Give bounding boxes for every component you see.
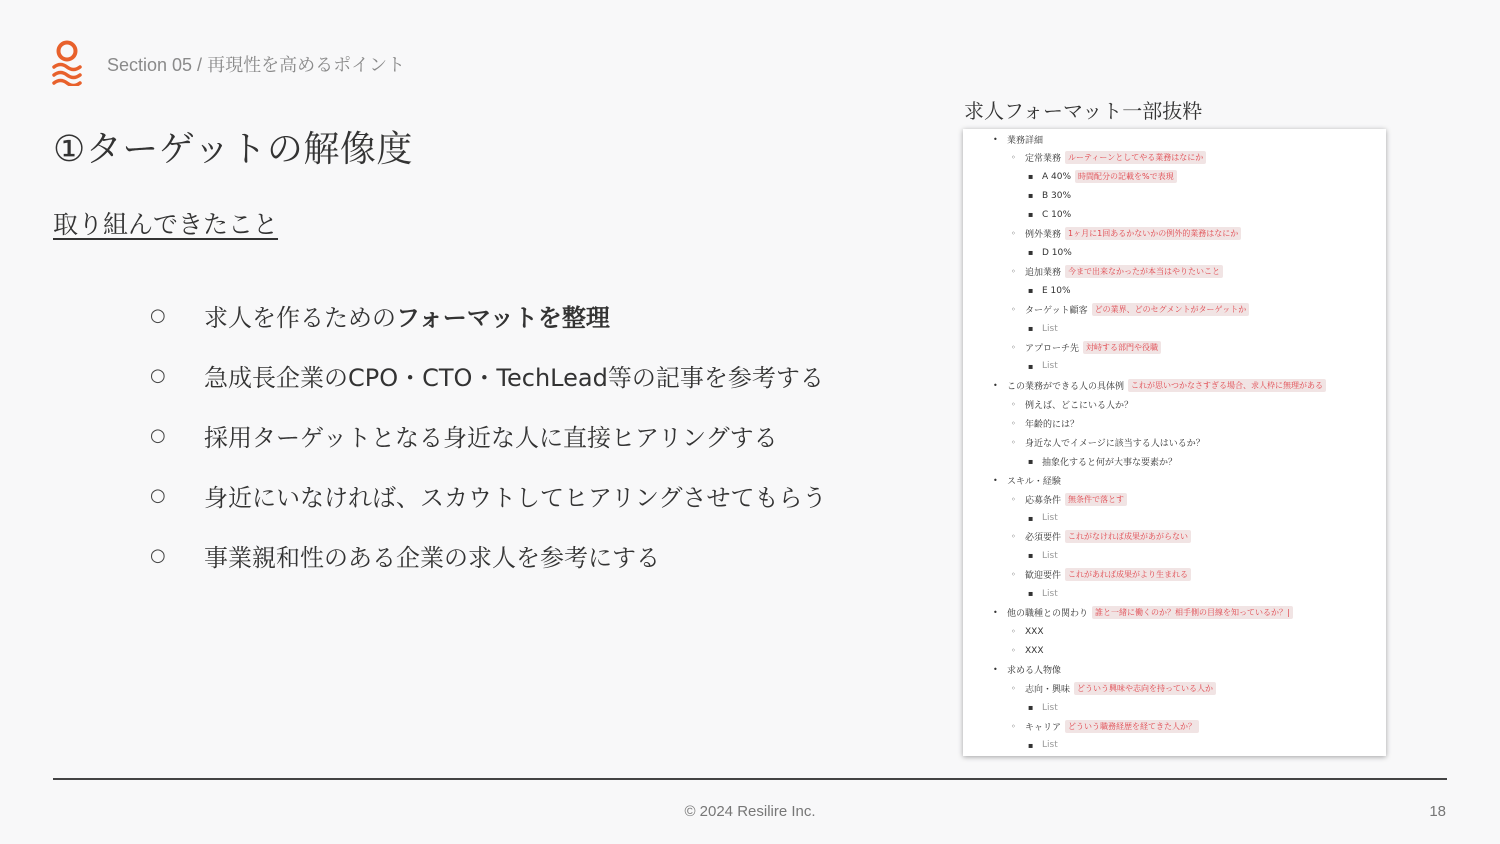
excerpt-text: List — [1042, 361, 1058, 372]
excerpt-line — [1011, 434, 1205, 450]
excerpt-text: 歓迎要件 — [1025, 571, 1062, 582]
excerpt-bullet: • — [993, 134, 998, 144]
excerpt-text: ターゲット顧客 — [1025, 306, 1088, 317]
excerpt-line — [1011, 624, 1044, 640]
excerpt-text: 身近な人でイメージに該当する人はいるか？ — [1025, 438, 1205, 449]
excerpt-bullet: ▪ — [1028, 361, 1034, 371]
excerpt-text: スキル・経験 — [1007, 476, 1061, 487]
excerpt-line — [1028, 510, 1058, 526]
footer-divider — [53, 778, 1447, 780]
excerpt-line — [1028, 548, 1058, 564]
excerpt-line — [1011, 264, 1223, 280]
excerpt-bullet: ▪ — [1028, 248, 1034, 258]
bullet-marker: ○ — [150, 364, 166, 386]
excerpt-line — [1011, 529, 1191, 545]
excerpt-bullet: ◦ — [1011, 229, 1016, 239]
excerpt-text: XXX — [1025, 626, 1044, 637]
excerpt-bullet: • — [993, 475, 998, 485]
bullet-marker: ○ — [150, 304, 166, 326]
excerpt-line — [1011, 396, 1133, 412]
excerpt-bullet: ▪ — [1028, 456, 1034, 466]
excerpt-line — [993, 131, 1043, 147]
excerpt-bullet: ▪ — [1028, 740, 1034, 750]
excerpt-bullet: ◦ — [1011, 684, 1016, 694]
excerpt-line — [1028, 207, 1071, 223]
excerpt-line — [1028, 358, 1058, 374]
excerpt-text: キャリア — [1025, 722, 1062, 733]
bullet-marker: ○ — [150, 544, 166, 566]
excerpt-highlight-note: これが思いつかなさすぎる場合、求人枠に無理がある — [1128, 379, 1326, 392]
excerpt-highlight-note: 今まで出来なかったが本当はやりたいこと — [1065, 265, 1223, 278]
bullet-text: 採用ターゲットとなる身近な人に直接ヒアリングする — [204, 423, 778, 452]
excerpt-text: E 10% — [1042, 285, 1071, 296]
excerpt-bullet: ▪ — [1028, 286, 1034, 296]
excerpt-text: 業務詳細 — [1007, 135, 1044, 146]
excerpt-text: 定常業務 — [1025, 154, 1062, 165]
excerpt-line — [1028, 188, 1071, 204]
excerpt-text: D 10% — [1042, 247, 1072, 258]
list-item — [150, 525, 827, 585]
excerpt-line — [1011, 718, 1199, 734]
list-item — [150, 285, 827, 345]
bullet-text: 身近にいなければ、スカウトしてヒアリングさせてもらう — [204, 483, 827, 512]
excerpt-bullet: ▪ — [1028, 513, 1034, 523]
excerpt-bullet: ▪ — [1028, 703, 1034, 712]
excerpt-line — [993, 662, 1061, 678]
copyright: © 2024 Resilire Inc. — [684, 803, 816, 820]
bullet-text: 急成長企業のCPO・CTO・TechLead等の記事を参考する — [204, 363, 824, 392]
bullet-marker: ○ — [150, 424, 166, 446]
excerpt-bullet: ◦ — [1011, 267, 1016, 277]
excerpt-text: 例外業務 — [1025, 230, 1062, 241]
excerpt-line — [1028, 453, 1177, 469]
excerpt-bullet: • — [993, 608, 998, 618]
excerpt-bullet: ▪ — [1028, 551, 1034, 561]
excerpt-highlight-note: どういう職務経歴を経てきた人か？ — [1065, 720, 1199, 733]
excerpt-highlight-note: これがなければ成果があがらない — [1065, 530, 1191, 543]
excerpt-bullet: ◦ — [1011, 532, 1016, 542]
excerpt-text: 応募条件 — [1025, 495, 1062, 506]
excerpt-line — [993, 472, 1061, 488]
excerpt-bullet: ▪ — [1028, 324, 1034, 333]
excerpt-text: 例えば、どこにいる人か？ — [1025, 400, 1134, 411]
excerpt-text: List — [1042, 513, 1058, 523]
excerpt-highlight-note: これがあれば成果がより生まれる — [1065, 568, 1191, 581]
excerpt-line — [993, 605, 1293, 621]
bullet-emphasis: フォーマットを整理 — [396, 303, 610, 332]
excerpt-line — [1011, 339, 1161, 355]
excerpt-text: 年齢的には？ — [1025, 419, 1080, 430]
excerpt-line — [1028, 321, 1058, 337]
excerpt-bullet: • — [993, 380, 998, 390]
excerpt-line — [1011, 681, 1216, 697]
excerpt-highlight-note: どの業界、どのセグメントがターゲットか — [1092, 303, 1250, 316]
excerpt-line — [1028, 169, 1177, 185]
excerpt-bullet: ◦ — [1011, 342, 1016, 352]
excerpt-line — [1011, 491, 1127, 507]
list-item — [150, 465, 827, 525]
excerpt-text: 志向・興味 — [1025, 685, 1071, 696]
excerpt-highlight-note: 無条件で落とす — [1065, 493, 1127, 506]
excerpt-bullet: ◦ — [1011, 153, 1016, 163]
excerpt-text: 他の職種との関わり — [1007, 609, 1089, 620]
excerpt-text: 必須要件 — [1025, 533, 1062, 544]
excerpt-highlight-note: 誰と一緒に働くのか？相手側の目線を知っているか？| — [1092, 606, 1293, 619]
excerpt-line — [1011, 567, 1191, 583]
excerpt-text: この業務ができる人の具体例 — [1007, 381, 1125, 392]
excerpt-bullet: ◦ — [1011, 721, 1016, 731]
excerpt-label: 求人フォーマット一部抜粋 — [964, 99, 1203, 123]
excerpt-text: XXX — [1025, 645, 1044, 656]
excerpt-bullet: ◦ — [1011, 646, 1016, 656]
excerpt-line — [1028, 283, 1071, 299]
excerpt-bullet: ◦ — [1011, 305, 1016, 315]
excerpt-bullet: ▪ — [1028, 191, 1034, 201]
excerpt-bullet: ▪ — [1028, 172, 1034, 182]
format-excerpt-screenshot — [963, 129, 1386, 756]
excerpt-line — [1011, 226, 1241, 242]
excerpt-bullet: ◦ — [1011, 627, 1016, 637]
excerpt-text: B 30% — [1042, 190, 1072, 201]
excerpt-bullet: ▪ — [1028, 210, 1034, 220]
excerpt-bullet: • — [993, 665, 998, 675]
excerpt-line — [1028, 245, 1072, 261]
excerpt-bullet: ◦ — [1011, 437, 1016, 447]
subheading: 取り組んできたこと — [53, 210, 279, 239]
excerpt-text: C 10% — [1042, 209, 1072, 220]
bullet-text: 事業親和性のある企業の求人を参考にする — [204, 543, 660, 572]
list-item — [150, 345, 827, 405]
excerpt-highlight-note: ルーティーンとしてやる業務はなにか — [1065, 151, 1206, 164]
excerpt-text: List — [1042, 702, 1058, 713]
excerpt-line — [1011, 302, 1249, 318]
excerpt-bullet: ◦ — [1011, 494, 1016, 504]
resilire-logo — [52, 40, 82, 86]
list-item — [150, 405, 827, 465]
bullet-text: 求人を作るためのフォーマットを整理 — [204, 303, 610, 332]
excerpt-highlight-note: 対峙する部門や役職 — [1083, 341, 1161, 354]
page-number: 18 — [1429, 803, 1446, 820]
excerpt-line — [1011, 415, 1079, 431]
excerpt-line — [1011, 643, 1044, 659]
excerpt-text: List — [1042, 323, 1058, 334]
excerpt-bullet: ◦ — [1011, 399, 1016, 409]
excerpt-highlight-note: 時間配分の記載を%で表現 — [1075, 170, 1177, 183]
excerpt-text: List — [1042, 550, 1058, 561]
excerpt-bullet: ◦ — [1011, 570, 1016, 580]
bullet-marker: ○ — [150, 484, 166, 506]
excerpt-text: 追加業務 — [1025, 268, 1062, 279]
excerpt-bullet: ◦ — [1011, 418, 1016, 428]
excerpt-bullet: ▪ — [1028, 589, 1034, 599]
excerpt-text: 求める人物像 — [1007, 666, 1062, 677]
excerpt-line — [1028, 586, 1058, 602]
excerpt-text: アプローチ先 — [1025, 343, 1080, 354]
excerpt-highlight-note: 1ヶ月に1回あるかないかの例外的業務はなにか — [1065, 227, 1241, 240]
page-title: ①ターゲットの解像度 — [53, 129, 413, 170]
excerpt-highlight-note: どういう興味や志向を持っている人か — [1074, 682, 1216, 695]
excerpt-line — [1028, 700, 1058, 716]
excerpt-text: List — [1042, 588, 1058, 599]
excerpt-text: A 40% — [1042, 171, 1072, 182]
excerpt-text: 抽象化すると何が大事な要素か？ — [1042, 457, 1178, 468]
bullet-list — [150, 285, 827, 585]
excerpt-line — [1028, 737, 1058, 753]
excerpt-text: List — [1042, 740, 1058, 751]
section-label: Section 05 / 再現性を高めるポイント — [107, 55, 406, 75]
excerpt-line — [993, 377, 1326, 393]
excerpt-line — [1011, 150, 1206, 166]
